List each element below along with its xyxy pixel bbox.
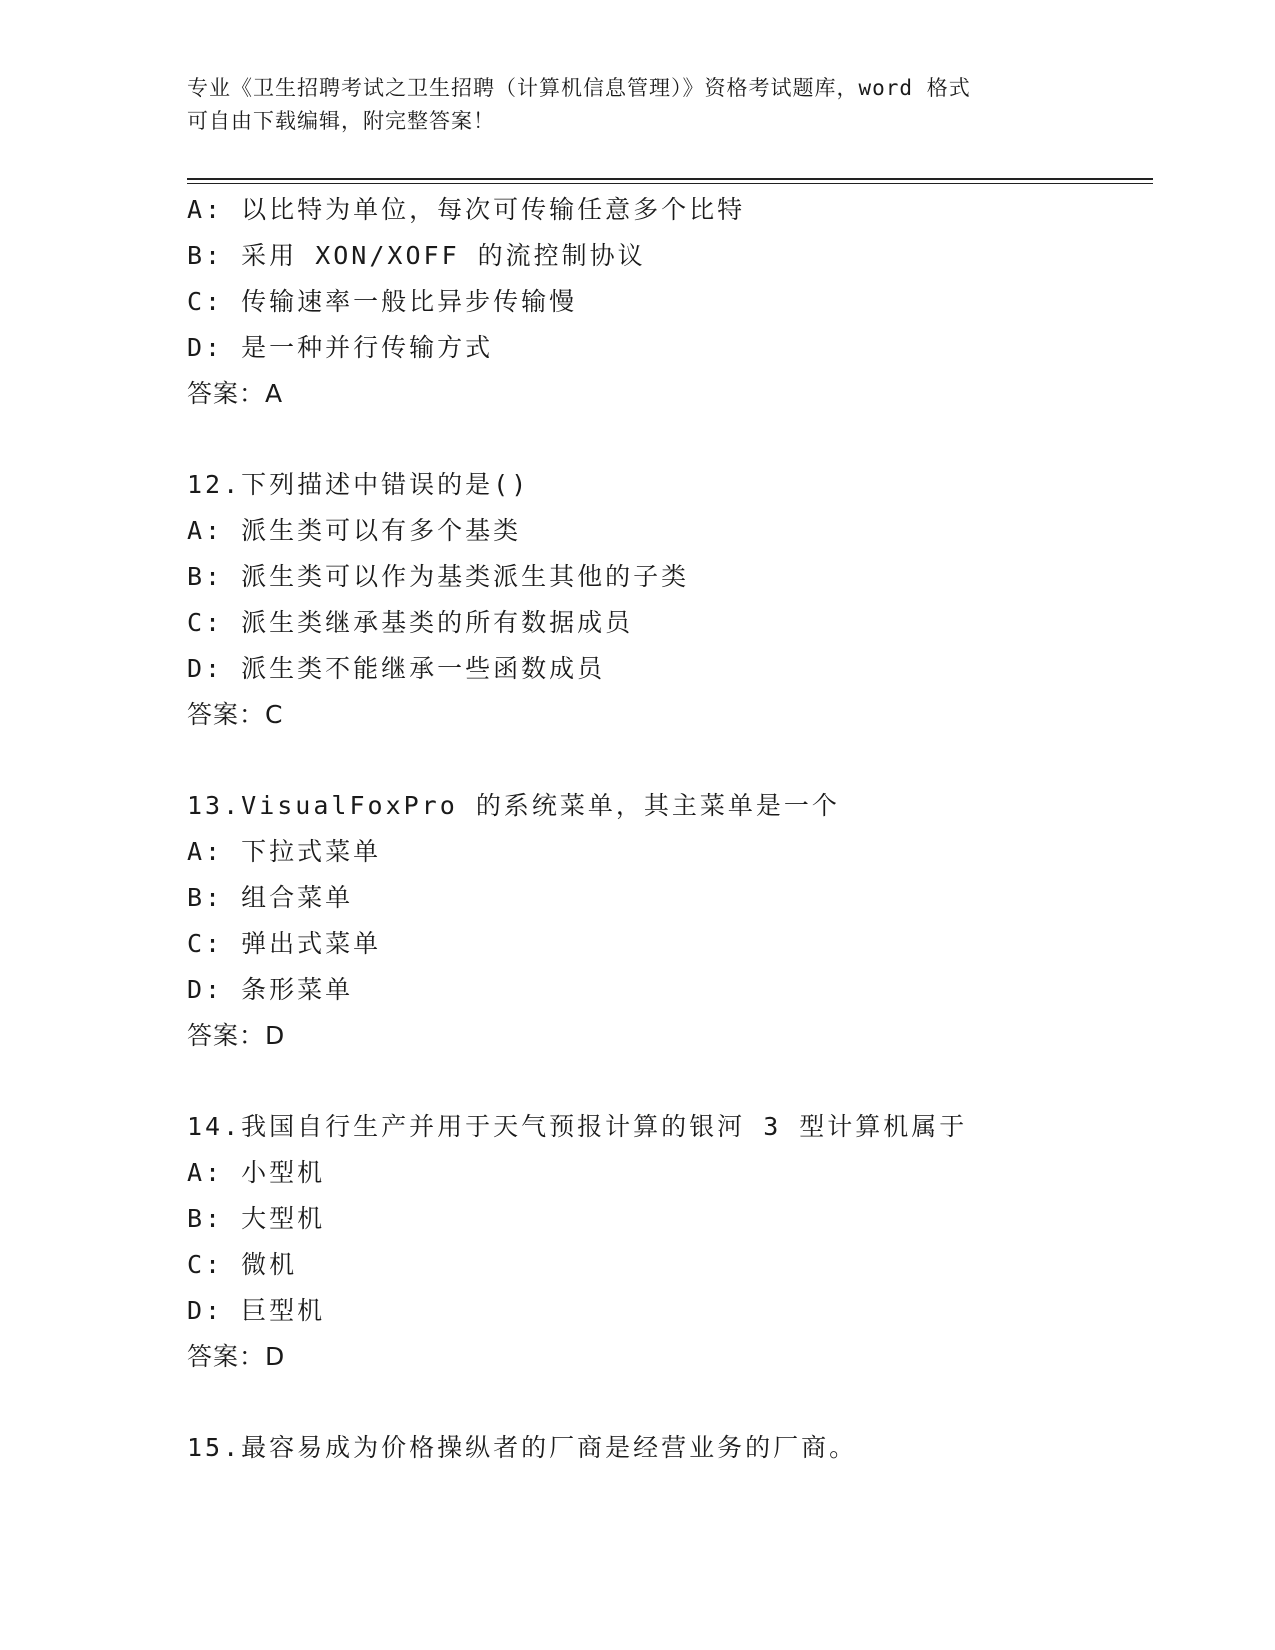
option-b: B: 采用 XON/XOFF 的流控制协议 (187, 241, 646, 270)
question-text: 15.最容易成为价格操纵者的厂商是经营业务的厂商。 (187, 1433, 858, 1462)
option-c: C: 微机 (187, 1250, 298, 1279)
question-text: 12.下列描述中错误的是() (187, 470, 530, 499)
question-block-14 (187, 1104, 1147, 1380)
answer-line: 答案：D (187, 1342, 286, 1371)
question-block-11 (187, 187, 1147, 417)
option-a: A: 小型机 (187, 1158, 326, 1187)
option-b: B: 大型机 (187, 1204, 326, 1233)
header-line-1: 专业《卫生招聘考试之卫生招聘（计算机信息管理）》资格考试题库，word 格式 (187, 76, 971, 100)
question-text: 14.我国自行生产并用于天气预报计算的银河 3 型计算机属于 (187, 1112, 968, 1141)
option-d: D: 巨型机 (187, 1296, 326, 1325)
block-spacer (187, 417, 1147, 462)
block-spacer (187, 738, 1147, 783)
option-c: C: 弹出式菜单 (187, 929, 382, 958)
answer-line: 答案：D (187, 1021, 286, 1050)
header-divider-thin (187, 183, 1153, 184)
option-d: D: 派生类不能继承一些函数成员 (187, 654, 606, 683)
answer-line: 答案：A (187, 379, 284, 408)
option-c: C: 传输速率一般比异步传输慢 (187, 287, 578, 316)
option-b: B: 派生类可以作为基类派生其他的子类 (187, 562, 690, 591)
question-block-15 (187, 1425, 1147, 1471)
option-a: A: 派生类可以有多个基类 (187, 516, 522, 545)
question-list (187, 187, 1147, 1471)
answer-line: 答案：C (187, 700, 284, 729)
question-block-12 (187, 462, 1147, 738)
option-a: A: 下拉式菜单 (187, 837, 382, 866)
option-d: D: 是一种并行传输方式 (187, 333, 494, 362)
block-spacer (187, 1059, 1147, 1104)
option-d: D: 条形菜单 (187, 975, 354, 1004)
header-line-2: 可自由下载编辑，附完整答案！ (187, 109, 495, 133)
question-text: 13.VisualFoxPro 的系统菜单，其主菜单是一个 (187, 791, 840, 820)
question-block-13 (187, 783, 1147, 1059)
header-divider-thick (187, 178, 1153, 180)
option-a: A: 以比特为单位，每次可传输任意多个比特 (187, 195, 746, 224)
document-header (187, 72, 1087, 138)
option-c: C: 派生类继承基类的所有数据成员 (187, 608, 634, 637)
block-spacer (187, 1380, 1147, 1425)
option-b: B: 组合菜单 (187, 883, 354, 912)
